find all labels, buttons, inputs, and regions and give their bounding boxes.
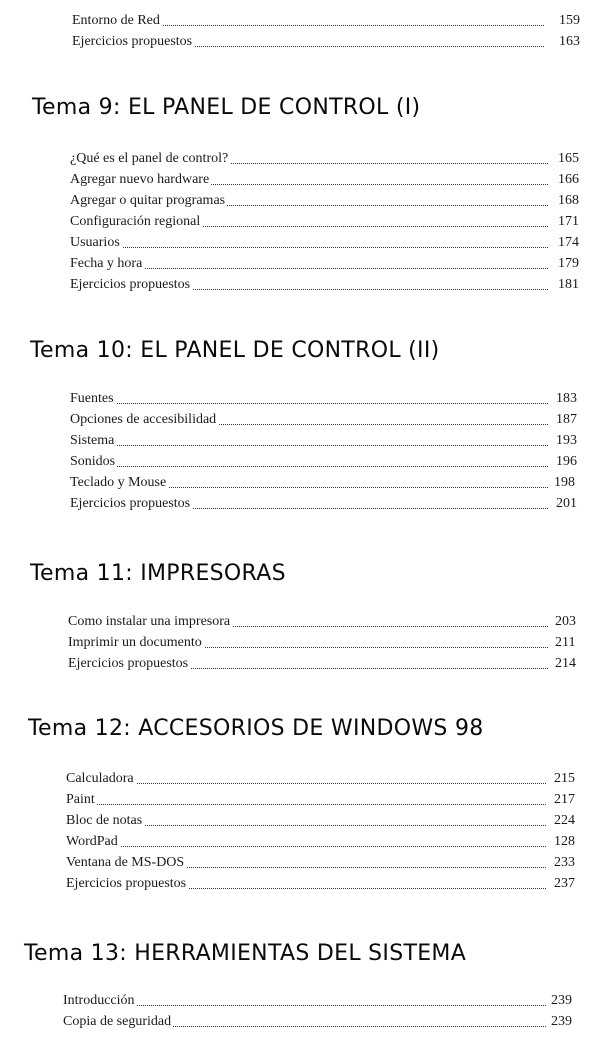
toc-entry-page: 203 bbox=[552, 611, 576, 632]
leader-dots bbox=[66, 1005, 546, 1006]
toc-section-tema-12 bbox=[0, 768, 600, 894]
toc-entry-label: WordPad bbox=[66, 831, 120, 852]
toc-entry bbox=[0, 873, 600, 894]
toc-entry bbox=[0, 409, 600, 430]
leader-dots bbox=[70, 804, 546, 805]
toc-entry-label: Introducción bbox=[63, 990, 137, 1011]
toc-entry-label: Paint bbox=[66, 789, 97, 810]
toc-entry-page: 187 bbox=[553, 409, 577, 430]
toc-entry bbox=[0, 653, 600, 674]
toc-entry-page: 183 bbox=[553, 388, 577, 409]
toc-entry-label: Como instalar una impresora bbox=[68, 611, 232, 632]
toc-entry-page: 193 bbox=[553, 430, 577, 451]
toc-section-tema-11 bbox=[0, 611, 600, 674]
toc-entry bbox=[0, 852, 600, 873]
toc-entry-page: 215 bbox=[551, 768, 575, 789]
toc-entry-label: Ejercicios propuestos bbox=[70, 493, 192, 514]
toc-entry bbox=[0, 388, 600, 409]
toc-entry-page: 214 bbox=[552, 653, 576, 674]
toc-entry bbox=[0, 211, 600, 232]
toc-entry-page: 239 bbox=[548, 990, 572, 1011]
toc-entry-label: Opciones de accesibilidad bbox=[70, 409, 218, 430]
toc-entry-label: ¿Qué es el panel de control? bbox=[70, 148, 230, 169]
toc-entry bbox=[0, 611, 600, 632]
toc-entry bbox=[0, 472, 600, 493]
leader-dots bbox=[70, 783, 546, 784]
toc-entry bbox=[0, 148, 600, 169]
toc-entry-page: 165 bbox=[555, 148, 579, 169]
toc-entry-label: Fuentes bbox=[70, 388, 116, 409]
toc-entry bbox=[0, 232, 600, 253]
toc-entry-page: 163 bbox=[556, 31, 580, 52]
toc-entry bbox=[0, 990, 600, 1011]
toc-entry-page: 201 bbox=[553, 493, 577, 514]
toc-entry bbox=[0, 1011, 600, 1032]
toc-entry-label: Ejercicios propuestos bbox=[68, 653, 190, 674]
toc-entry-page: 233 bbox=[551, 852, 575, 873]
toc-entry bbox=[0, 169, 600, 190]
toc-entry bbox=[0, 493, 600, 514]
toc-entry-page: 166 bbox=[555, 169, 579, 190]
toc-entry bbox=[0, 768, 600, 789]
toc-entry-page: 239 bbox=[548, 1011, 572, 1032]
toc-entry bbox=[0, 789, 600, 810]
toc-entry-label: Entorno de Red bbox=[72, 10, 162, 31]
toc-entry bbox=[0, 632, 600, 653]
toc-entry bbox=[0, 810, 600, 831]
toc-entry-label: Sonidos bbox=[70, 451, 117, 472]
toc-entry-label: Teclado y Mouse bbox=[70, 472, 168, 493]
toc-entry-page: 179 bbox=[555, 253, 579, 274]
toc-entry-page: 211 bbox=[552, 632, 575, 653]
toc-section-tema-13 bbox=[0, 990, 600, 1032]
toc-entry-page: 159 bbox=[556, 10, 580, 31]
toc-entry-page: 237 bbox=[551, 873, 575, 894]
toc-entry-label: Ejercicios propuestos bbox=[70, 274, 192, 295]
toc-entry-page: 196 bbox=[553, 451, 577, 472]
toc-entry bbox=[0, 31, 600, 52]
section-heading-tema-12: Tema 12: ACCESORIOS DE WINDOWS 98 bbox=[28, 716, 484, 741]
toc-entry-label: Imprimir un documento bbox=[68, 632, 204, 653]
section-heading-tema-11: Tema 11: IMPRESORAS bbox=[30, 561, 286, 586]
toc-entry-page: 171 bbox=[555, 211, 579, 232]
toc-entry bbox=[0, 451, 600, 472]
section-heading-tema-10: Tema 10: EL PANEL DE CONTROL (II) bbox=[30, 338, 440, 363]
toc-entry-page: 168 bbox=[555, 190, 579, 211]
toc-entry-label: Configuración regional bbox=[70, 211, 202, 232]
toc-entry-page: 174 bbox=[555, 232, 579, 253]
toc-section-tema-9 bbox=[0, 148, 600, 295]
toc-entry bbox=[0, 430, 600, 451]
section-heading-tema-9: Tema 9: EL PANEL DE CONTROL (I) bbox=[32, 95, 421, 120]
toc-entry-page: 217 bbox=[551, 789, 575, 810]
toc-entry bbox=[0, 10, 600, 31]
toc-entry-label: Ejercicios propuestos bbox=[66, 873, 188, 894]
toc-entry bbox=[0, 831, 600, 852]
leader-dots bbox=[74, 247, 548, 248]
toc-entry-label: Bloc de notas bbox=[66, 810, 144, 831]
toc-entry-label: Ejercicios propuestos bbox=[72, 31, 194, 52]
leader-dots bbox=[74, 445, 548, 446]
toc-entry bbox=[0, 253, 600, 274]
leader-dots bbox=[74, 403, 548, 404]
toc-entry-page: 198 bbox=[551, 472, 575, 493]
toc-entry bbox=[0, 274, 600, 295]
toc-entry-label: Ventana de MS-DOS bbox=[66, 852, 186, 873]
toc-entry-page: 128 bbox=[551, 831, 575, 852]
toc-entry-label: Sistema bbox=[70, 430, 116, 451]
toc-entry-label: Copia de seguridad bbox=[63, 1011, 173, 1032]
toc-entry-label: Agregar o quitar programas bbox=[70, 190, 227, 211]
leader-dots bbox=[74, 268, 548, 269]
toc-section-tema-10 bbox=[0, 388, 600, 514]
toc-entry-label: Fecha y hora bbox=[70, 253, 144, 274]
toc-entry-label: Usuarios bbox=[70, 232, 122, 253]
toc-entry-label: Agregar nuevo hardware bbox=[70, 169, 211, 190]
leader-dots bbox=[70, 846, 546, 847]
leader-dots bbox=[74, 466, 548, 467]
toc-entry-label: Calculadora bbox=[66, 768, 136, 789]
toc-entry bbox=[0, 190, 600, 211]
section-heading-tema-13: Tema 13: HERRAMIENTAS DEL SISTEMA bbox=[24, 941, 467, 966]
toc-entry-page: 224 bbox=[551, 810, 575, 831]
toc-entry-page: 181 bbox=[555, 274, 579, 295]
toc-section-entorno bbox=[0, 10, 600, 52]
